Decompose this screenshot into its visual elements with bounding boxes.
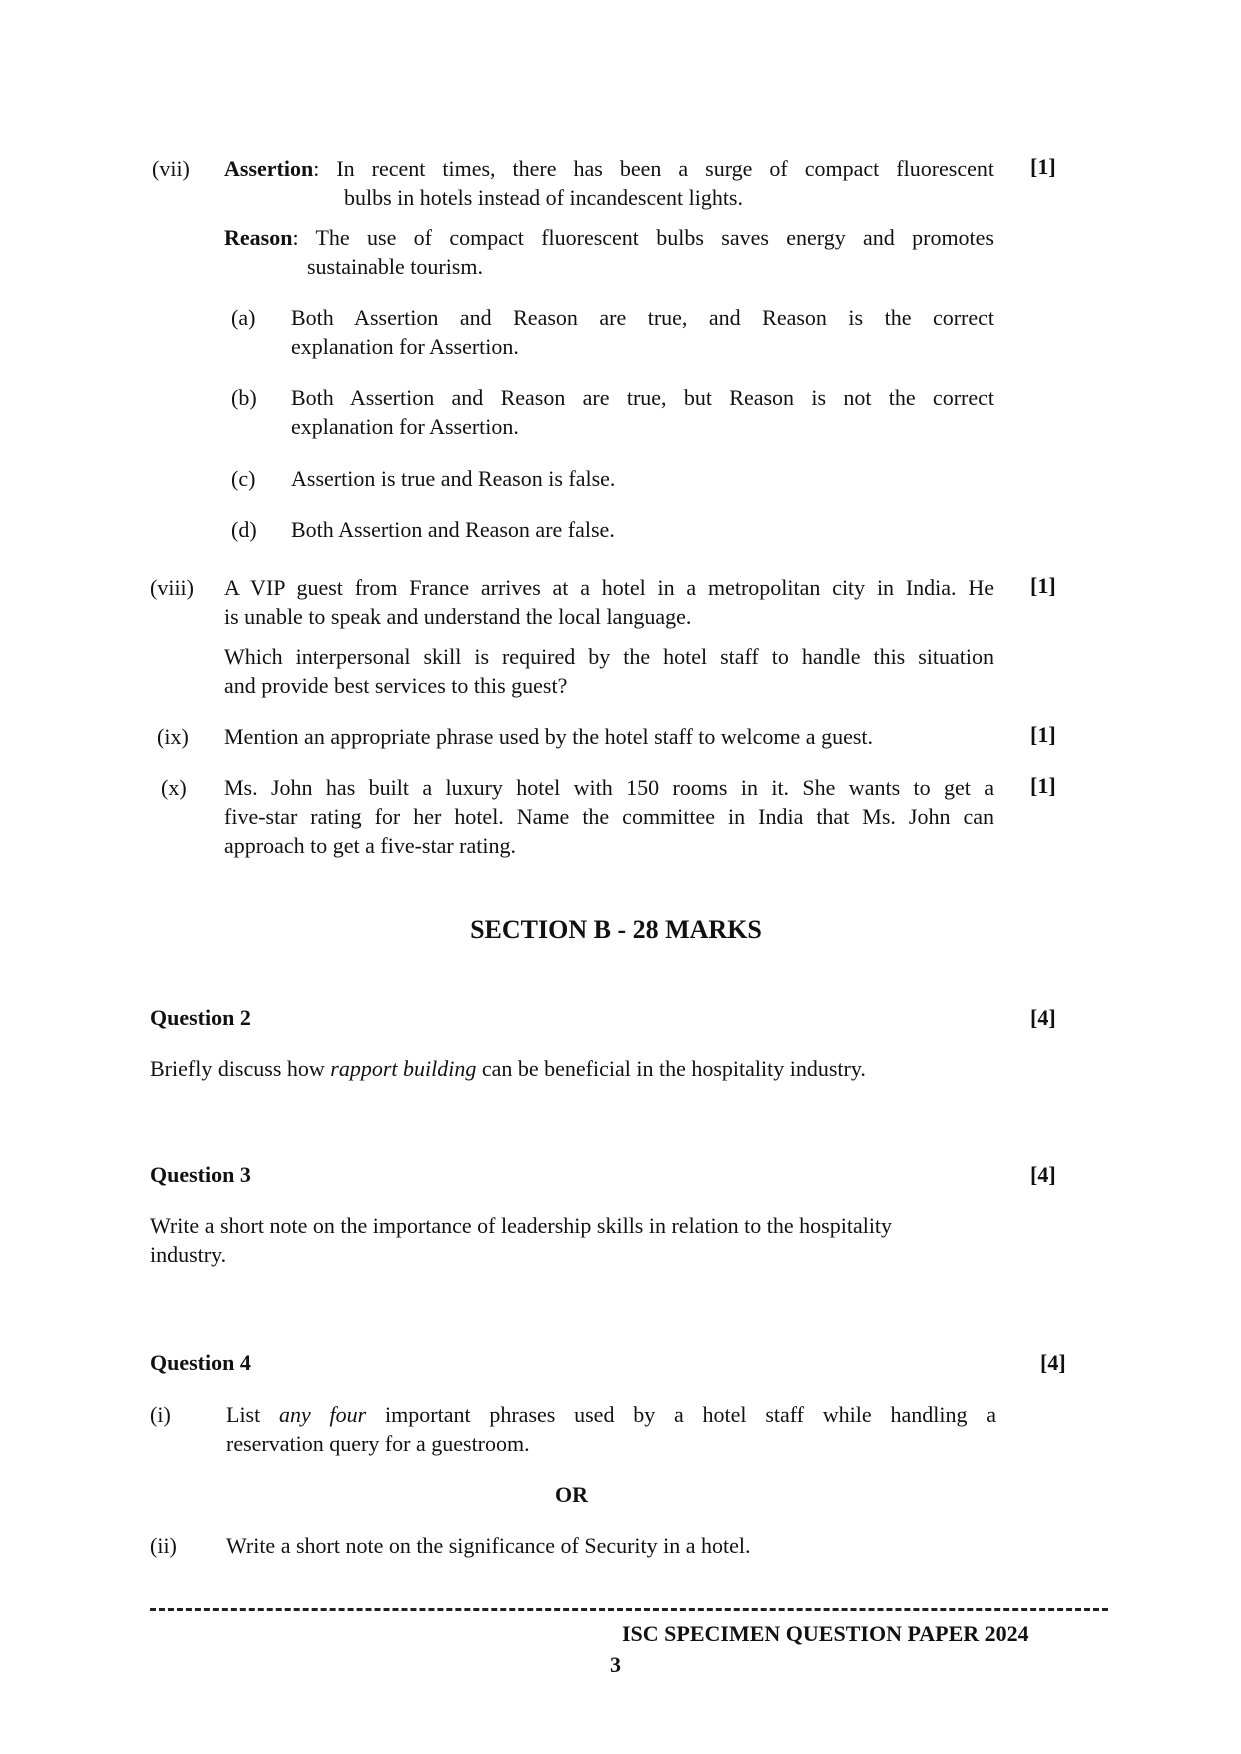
option-a-label: (a) xyxy=(231,305,256,330)
reason-label: Reason xyxy=(224,225,293,250)
q4-i-pre: List xyxy=(226,1402,280,1427)
q1-x-line1: Ms. John has built a luxury hotel with 150 rooms in it. She wants to get a xyxy=(224,775,994,800)
q1-ix-number: (ix) xyxy=(157,724,189,749)
question-4-marks: [4] xyxy=(1040,1350,1066,1375)
q4-i-post: important phrases used by a hotel staff while handling a xyxy=(366,1402,996,1427)
q1-x-marks: [1] xyxy=(1030,773,1056,798)
question-4-i-number: (i) xyxy=(150,1402,171,1427)
assertion-text-line2: bulbs in hotels instead of incandescent lights. xyxy=(344,185,743,210)
question-3-title: Question 3 xyxy=(150,1162,251,1187)
question-2-marks: [4] xyxy=(1030,1005,1056,1030)
q1-x-number: (x) xyxy=(161,775,187,800)
assertion-label: Assertion xyxy=(224,156,314,181)
option-b-label: (b) xyxy=(231,385,257,410)
question-4-ii-number: (ii) xyxy=(150,1533,177,1558)
q1-vii-marks: [1] xyxy=(1030,154,1056,179)
option-c-label: (c) xyxy=(231,466,256,491)
option-a-line2: explanation for Assertion. xyxy=(291,334,519,359)
q1-viii-line4: and provide best services to this guest? xyxy=(224,673,568,698)
question-3-marks: [4] xyxy=(1030,1162,1056,1187)
option-b-line1: Both Assertion and Reason are true, but Reason is not the correct xyxy=(291,385,994,410)
question-4-ii-text: Write a short note on the significance of Security in a hotel. xyxy=(226,1533,751,1558)
question-3-line1: Write a short note on the importance of leadership skills in relation to the hospitality xyxy=(150,1213,893,1238)
footer-paper-title: ISC SPECIMEN QUESTION PAPER 2024 xyxy=(622,1621,1029,1646)
q1-viii-marks: [1] xyxy=(1030,573,1056,598)
question-4-i-line2: reservation query for a guestroom. xyxy=(226,1431,530,1456)
q1-x-line3: approach to get a five-star rating. xyxy=(224,833,516,858)
footer-dashed-rule xyxy=(150,1608,1108,1611)
q2-text-post: can be beneficial in the hospitality industry. xyxy=(476,1056,866,1081)
q1-ix-line1: Mention an appropriate phrase used by the hotel staff to welcome a guest. xyxy=(224,724,874,749)
reason-text-line2: sustainable tourism. xyxy=(307,254,483,279)
page-number: 3 xyxy=(610,1652,621,1677)
option-d-label: (d) xyxy=(231,517,257,542)
q2-text-italic: rapport building xyxy=(330,1056,477,1081)
q1-viii-number: (viii) xyxy=(150,575,194,600)
question-2-title: Question 2 xyxy=(150,1005,251,1030)
option-d-line1: Both Assertion and Reason are false. xyxy=(291,517,615,542)
reason-text-line1: : The use of compact fluorescent bulbs saves energy and promotes xyxy=(292,225,994,250)
q2-text-pre: Briefly discuss how xyxy=(150,1056,331,1081)
question-4-i-line1 xyxy=(226,1400,996,1429)
q4-i-italic: any four xyxy=(279,1402,367,1427)
option-a-line1: Both Assertion and Reason are true, and Reason is the correct xyxy=(291,305,994,330)
q1-ix-marks: [1] xyxy=(1030,722,1056,747)
section-b-title: SECTION B - 28 MARKS xyxy=(470,915,762,944)
question-4-title: Question 4 xyxy=(150,1350,251,1375)
q1-vii-number: (vii) xyxy=(152,156,190,181)
option-b-line2: explanation for Assertion. xyxy=(291,414,519,439)
question-3-line2: industry. xyxy=(150,1242,227,1267)
assertion-text-line1: : In recent times, there has been a surge of compact fluorescent xyxy=(313,156,994,181)
q1-vii-reason xyxy=(224,223,994,252)
q1-x-line2: five-star rating for her hotel. Name the committee in India that Ms. John can xyxy=(224,804,994,829)
question-4-or: OR xyxy=(555,1482,588,1507)
q1-viii-line3: Which interpersonal skill is required by the hotel staff to handle this situation xyxy=(224,644,994,669)
q1-viii-line2: is unable to speak and understand the local language. xyxy=(224,604,692,629)
q1-viii-line1: A VIP guest from France arrives at a hotel in a metropolitan city in India. He xyxy=(224,575,994,600)
question-2-text xyxy=(150,1054,866,1083)
option-c-line1: Assertion is true and Reason is false. xyxy=(291,466,616,491)
q1-vii-assertion xyxy=(224,154,994,183)
